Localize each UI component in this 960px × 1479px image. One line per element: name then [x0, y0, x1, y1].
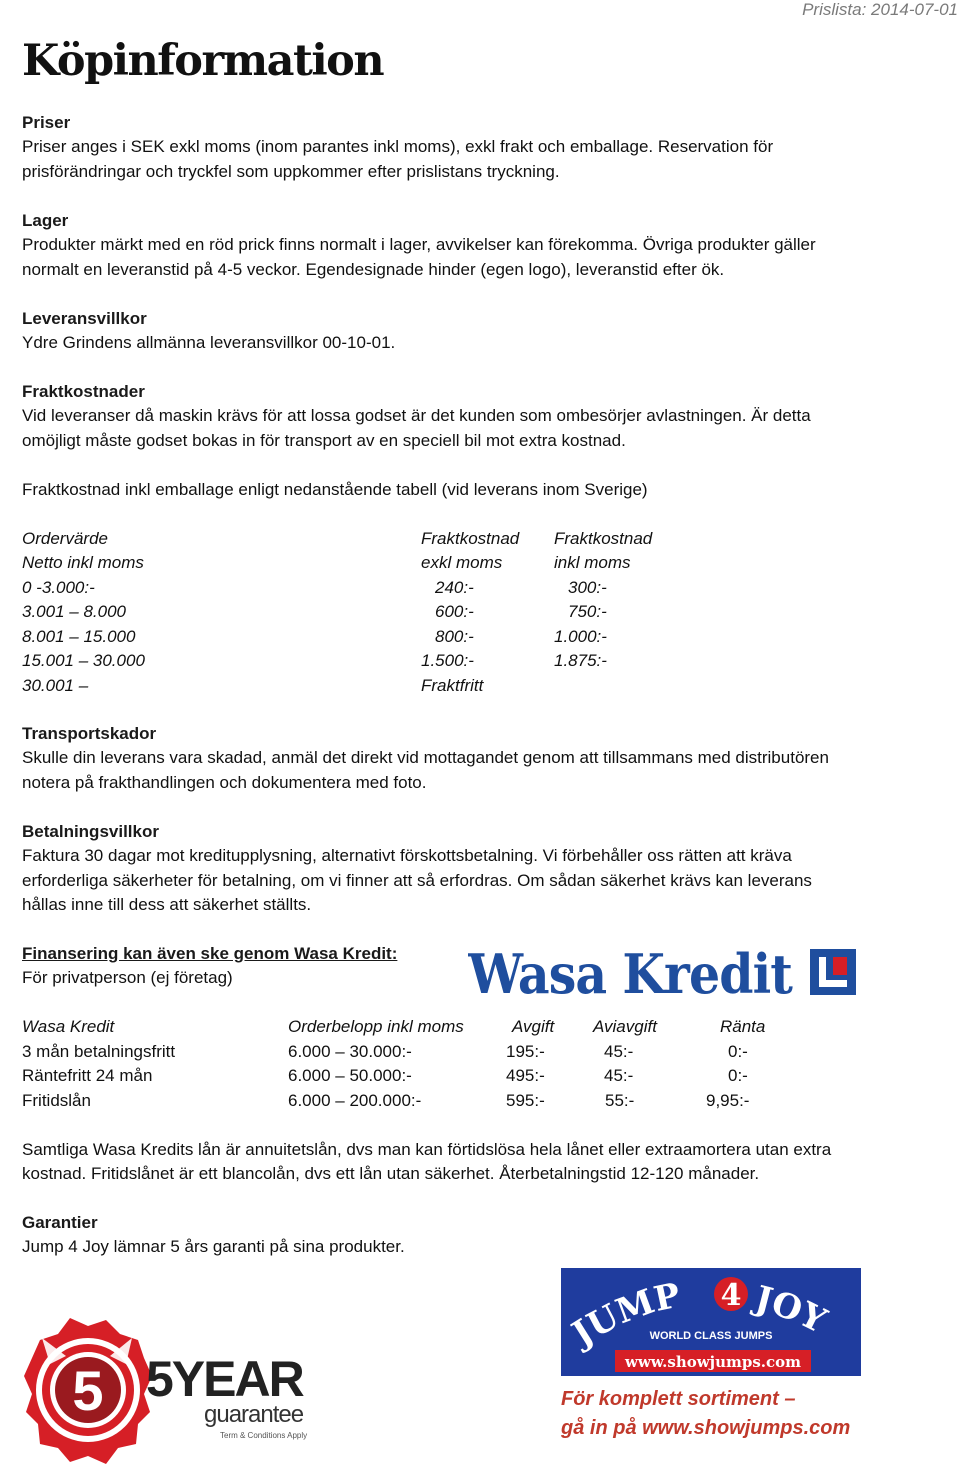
wasa-row-3-amount: 6.000 – 200.000:-: [288, 1091, 422, 1110]
freight-row-2-order: 3.001 – 8.000: [22, 602, 126, 621]
jump4joy-number: 4: [720, 1278, 742, 1313]
freight-row-4-inkl: 1.875:-: [554, 651, 607, 670]
betalningsvillkor-text-1: Faktura 30 dagar mot kreditupplysning, alternativt förskottsbetalning. Vi förbehåller oss rätten att kräva: [22, 846, 792, 865]
section-heading-transportskador: Transportskador: [22, 724, 157, 743]
freight-row-2-exkl: 600:-: [435, 602, 474, 621]
section-heading-garantier: Garantier: [22, 1213, 98, 1232]
wasa-row-2-ranta: 0:-: [728, 1066, 748, 1085]
wasa-row-1-amount: 6.000 – 30.000:-: [288, 1042, 412, 1061]
guarantee-big-text: 5YEAR: [146, 1351, 303, 1407]
freight-header-ordervarde: Ordervärde: [22, 529, 108, 548]
samtliga-text-2: kostnad. Fritidslånet är ett blancolån, dvs ett lån utan säkerhet. Återbetalningstid 12-120 månader.: [22, 1164, 760, 1183]
section-heading-leveransvillkor: Leveransvillkor: [22, 309, 147, 328]
wasa-row-2-aviavgift: 45:-: [604, 1066, 634, 1085]
freight-subheader-exkl: exkl moms: [421, 553, 503, 572]
fraktkostnader-text-2: omöjligt måste godset bokas in för transport av en speciell bil mot extra kostnad.: [22, 431, 626, 450]
fraktkostnader-text-1: Vid leveranser då maskin krävs för att lossa godset är det kunden som ombesörjer avlastningen. Är detta: [22, 406, 811, 425]
wasa-row-2-amount: 6.000 – 50.000:-: [288, 1066, 412, 1085]
lager-text-1: Produkter märkt med en röd prick finns normalt i lager, avvikelser kan förekomma. Övriga produkter gäller: [22, 235, 816, 254]
lager-text-2: normalt en leveranstid på 4-5 veckor. Egendesignade hinder (egen logo), leveranstid efter ök.: [22, 260, 725, 279]
wasa-row-1-ranta: 0:-: [728, 1042, 748, 1061]
priser-text-1: Priser anges i SEK exkl moms (inom parantes inkl moms), exkl frakt och emballage. Reservation för: [22, 137, 774, 156]
wasa-header-avgift: Avgift: [512, 1017, 555, 1036]
wasa-row-3-ranta: 9,95:-: [706, 1091, 750, 1110]
page-title: Köpinformation: [22, 36, 384, 86]
wasa-row-2-name: Räntefritt 24 mån: [22, 1066, 153, 1085]
guarantee-seal-number: 5: [72, 1359, 104, 1422]
freight-header-fraktkostnad-inkl: Fraktkostnad: [554, 529, 653, 548]
freight-row-2-inkl: 750:-: [568, 602, 607, 621]
wasa-row-3-aviavgift: 55:-: [605, 1091, 635, 1110]
freight-row-5-exkl: Fraktfritt: [421, 676, 484, 695]
freight-row-3-exkl: 800:-: [435, 627, 474, 646]
section-heading-betalningsvillkor: Betalningsvillkor: [22, 822, 159, 841]
priser-text-2: prisförändringar och tryckfel som uppkommer efter prislistans tryckning.: [22, 162, 560, 181]
freight-row-1-exkl: 240:-: [435, 578, 474, 597]
transportskador-text-2: notera på frakthandlingen och dokumentera med foto.: [22, 773, 427, 792]
freight-row-3-order: 8.001 – 15.000: [22, 627, 136, 646]
jump4joy-arc-text: [563, 1274, 833, 1356]
transportskador-text-1: Skulle din leverans vara skadad, anmäl det direkt vid mottagandet genom att tillsammans med distributören: [22, 748, 829, 767]
garantier-text: Jump 4 Joy lämnar 5 års garanti på sina produkter.: [22, 1237, 405, 1256]
freight-table-intro: Fraktkostnad inkl emballage enligt nedanstående tabell (vid leverans inom Sverige): [22, 480, 648, 499]
wasa-row-3-name: Fritidslån: [22, 1091, 91, 1110]
wasa-header-wasa-kredit: Wasa Kredit: [22, 1017, 115, 1036]
freight-row-4-order: 15.001 – 30.000: [22, 651, 145, 670]
guarantee-word: guarantee: [204, 1401, 304, 1428]
leveransvillkor-text: Ydre Grindens allmänna leveransvillkor 00-10-01.: [22, 333, 396, 352]
samtliga-text-1: Samtliga Wasa Kredits lån är annuitetslån, dvs man kan förtidslösa hela lånet eller extraamortera utan extra: [22, 1140, 832, 1159]
five-year-guarantee-logo: [20, 1298, 320, 1468]
wasa-row-3-avgift: 595:-: [506, 1091, 545, 1110]
wasa-kredit-logo: [468, 943, 860, 999]
wasa-row-1-aviavgift: 45:-: [604, 1042, 634, 1061]
wasa-header-ranta: Ränta: [720, 1017, 766, 1036]
freight-subheader-netto: Netto inkl moms: [22, 553, 144, 572]
jump4joy-url: www.showjumps.com: [624, 1353, 802, 1371]
freight-row-5-order: 30.001 –: [22, 676, 89, 695]
wasa-row-1-avgift: 195:-: [506, 1042, 545, 1061]
finansiering-subline: För privatperson (ej företag): [22, 968, 233, 987]
wasa-row-1-name: 3 mån betalningsfritt: [22, 1042, 176, 1061]
jump4joy-word1: JUMP: [565, 1275, 684, 1355]
section-heading-lager: Lager: [22, 211, 69, 230]
guarantee-terms: Term & Conditions Apply: [220, 1431, 308, 1440]
section-heading-fraktkostnader: Fraktkostnader: [22, 382, 145, 401]
jump4joy-tagline: WORLD CLASS JUMPS: [649, 1330, 773, 1342]
wasa-row-2-avgift: 495:-: [506, 1066, 545, 1085]
section-heading-priser: Priser: [22, 113, 71, 132]
freight-row-1-inkl: 300:-: [568, 578, 607, 597]
betalningsvillkor-text-3: hållas inne till dess att säkerhet ställts.: [22, 895, 312, 914]
freight-row-1-order: 0 -3.000:-: [22, 578, 95, 597]
pricelist-date: Prislista: 2014-07-01: [802, 0, 958, 19]
freight-row-4-exkl: 1.500:-: [421, 651, 474, 670]
wasa-header-aviavgift: Aviavgift: [593, 1017, 657, 1036]
footer-line-2[interactable]: gå in på www.showjumps.com: [561, 1417, 851, 1439]
freight-subheader-inkl: inkl moms: [554, 553, 631, 572]
jump-4-joy-logo: [561, 1268, 861, 1376]
wasa-header-orderbelopp: Orderbelopp inkl moms: [288, 1017, 464, 1036]
footer-line-1: För komplett sortiment –: [561, 1388, 796, 1410]
freight-row-3-inkl: 1.000:-: [554, 627, 607, 646]
wasa-kredit-wordmark: Wasa Kredit: [468, 943, 793, 999]
freight-header-fraktkostnad-exkl: Fraktkostnad: [421, 529, 520, 548]
section-heading-finansiering: Finansering kan även ske genom Wasa Kredit:: [22, 944, 398, 963]
wasa-kredit-emblem-icon: [810, 949, 856, 995]
jump4joy-word2: JOY: [751, 1278, 833, 1342]
betalningsvillkor-text-2: erforderliga säkerheter för betalning, om vi finner att så erfordras. Om sådan säkerhet krävs kan leverans: [22, 871, 812, 890]
